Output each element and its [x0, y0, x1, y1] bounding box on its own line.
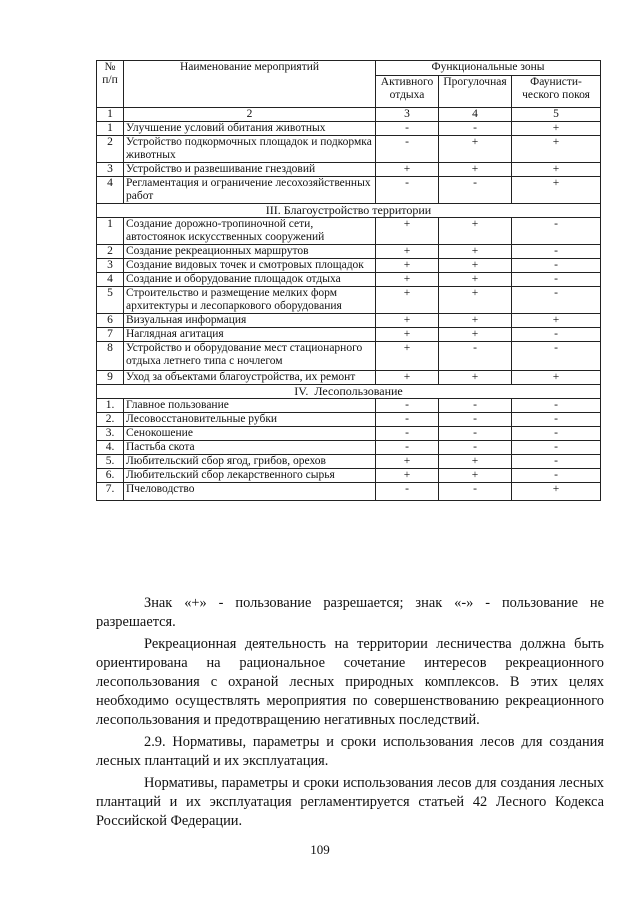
mark-fauna: -	[512, 259, 601, 273]
row-number: 4	[97, 273, 124, 287]
row-number: 1.	[97, 399, 124, 413]
row-name: Визуальная информация	[124, 314, 376, 328]
mark-walking: +	[439, 314, 512, 328]
row-name: Создание и оборудование площадок отдыха	[124, 273, 376, 287]
mark-active: +	[376, 371, 439, 385]
row-name: Устройство подкормочных площадок и подкормка животных	[124, 136, 376, 163]
row-name: Главное пользование	[124, 399, 376, 413]
mark-fauna: -	[512, 469, 601, 483]
row-name: Сенокошение	[124, 427, 376, 441]
mark-fauna: -	[512, 399, 601, 413]
col-header-zone-fauna: Фаунисти-ческого покоя	[512, 76, 601, 108]
row-number: 1	[97, 218, 124, 245]
mark-walking: +	[439, 259, 512, 273]
row-name: Лесовосстановительные рубки	[124, 413, 376, 427]
mark-walking: +	[439, 287, 512, 314]
col-number-cell: 1	[97, 108, 124, 122]
table-row	[97, 273, 601, 287]
col-header-zone-walking: Прогулочная	[439, 76, 512, 108]
row-name: Улучшение условий обитания животных	[124, 122, 376, 136]
mark-active: -	[376, 427, 439, 441]
measures-table	[96, 60, 601, 501]
mark-fauna: +	[512, 483, 601, 501]
row-name: Любительский сбор ягод, грибов, орехов	[124, 455, 376, 469]
row-name: Любительский сбор лекарственного сырья	[124, 469, 376, 483]
row-number: 6	[97, 314, 124, 328]
paragraph-recreation: Рекреационная деятельность на территории лесничества должна быть ориентирована на рациональное сочетание интересов рекреационного лесопользования с охраной лесных природных комплексов. В этих целях необходимо осуществлять мероприятия по совершенствованию рекреационного лесопользования и предотвращению негативных последствий.	[96, 636, 604, 728]
table-row	[97, 314, 601, 328]
mark-fauna: +	[512, 163, 601, 177]
mark-walking: +	[439, 218, 512, 245]
col-number-cell: 3	[376, 108, 439, 122]
col-number-cell: 4	[439, 108, 512, 122]
row-name: Устройство и оборудование мест стационарного отдыха летнего типа с ночлегом	[124, 342, 376, 371]
section-heading-improvement: III. Благоустройство территории	[97, 204, 601, 218]
section-heading-plantations: 2.9. Нормативы, параметры и сроки использования лесов для создания лесных плантаций и их эксплуатация.	[96, 734, 604, 769]
table-row	[97, 163, 601, 177]
row-number: 1	[97, 122, 124, 136]
mark-active: +	[376, 455, 439, 469]
body-text	[96, 594, 604, 831]
mark-walking: -	[439, 483, 512, 501]
table-row	[97, 455, 601, 469]
legend-note: Знак «+» - пользование разрешается; знак «-» - пользование не разрешается.	[96, 595, 604, 630]
row-name: Пастьба скота	[124, 441, 376, 455]
mark-active: -	[376, 483, 439, 501]
mark-fauna: -	[512, 273, 601, 287]
row-number: 4	[97, 177, 124, 204]
row-number: 6.	[97, 469, 124, 483]
table-row	[97, 399, 601, 413]
row-name: Наглядная агитация	[124, 328, 376, 342]
table-row	[97, 218, 601, 245]
col-header-name: Наименование мероприятий	[124, 61, 376, 108]
mark-fauna: +	[512, 314, 601, 328]
row-number: 2	[97, 136, 124, 163]
row-number: 8	[97, 342, 124, 371]
mark-walking: +	[439, 136, 512, 163]
row-name: Уход за объектами благоустройства, их ремонт	[124, 371, 376, 385]
mark-fauna: -	[512, 287, 601, 314]
row-name: Устройство и развешивание гнездовий	[124, 163, 376, 177]
mark-walking: -	[439, 413, 512, 427]
col-number-cell: 2	[124, 108, 376, 122]
mark-walking: -	[439, 342, 512, 371]
row-name: Строительство и размещение мелких форм архитектуры и лесопаркового оборудования	[124, 287, 376, 314]
table-row	[97, 483, 601, 501]
mark-active: +	[376, 218, 439, 245]
mark-active: +	[376, 245, 439, 259]
mark-walking: -	[439, 177, 512, 204]
mark-walking: +	[439, 328, 512, 342]
mark-fauna: -	[512, 218, 601, 245]
table-row	[97, 469, 601, 483]
col-number-cell: 5	[512, 108, 601, 122]
col-header-number: № п/п	[97, 61, 124, 108]
row-number: 3.	[97, 427, 124, 441]
page-number: 109	[310, 842, 330, 857]
row-number: 3	[97, 163, 124, 177]
mark-active: -	[376, 136, 439, 163]
row-name: Регламентация и ограничение лесохозяйственных работ	[124, 177, 376, 204]
mark-fauna: +	[512, 371, 601, 385]
mark-active: +	[376, 287, 439, 314]
row-name: Создание видовых точек и смотровых площадок	[124, 259, 376, 273]
mark-fauna: -	[512, 427, 601, 441]
mark-walking: +	[439, 245, 512, 259]
mark-fauna: +	[512, 177, 601, 204]
mark-active: +	[376, 328, 439, 342]
mark-walking: +	[439, 273, 512, 287]
mark-walking: +	[439, 163, 512, 177]
mark-active: -	[376, 177, 439, 204]
table-row	[97, 245, 601, 259]
table-row	[97, 342, 601, 371]
mark-walking: -	[439, 399, 512, 413]
mark-active: -	[376, 399, 439, 413]
mark-active: -	[376, 441, 439, 455]
paragraph-plantations: Нормативы, параметры и сроки использования лесов для создания лесных плантаций и их эксплуатация регламентируется статьей 42 Лесного Кодекса Российской Федерации.	[96, 775, 604, 829]
mark-walking: +	[439, 469, 512, 483]
mark-walking: -	[439, 122, 512, 136]
mark-fauna: -	[512, 455, 601, 469]
mark-walking: +	[439, 371, 512, 385]
row-name: Создание рекреационных маршрутов	[124, 245, 376, 259]
row-number: 7	[97, 328, 124, 342]
row-number: 5.	[97, 455, 124, 469]
row-number: 3	[97, 259, 124, 273]
row-number: 5	[97, 287, 124, 314]
table-row	[97, 259, 601, 273]
row-number: 2	[97, 245, 124, 259]
table-row	[97, 413, 601, 427]
mark-active: +	[376, 163, 439, 177]
table-row	[97, 371, 601, 385]
table-row	[97, 177, 601, 204]
mark-active: +	[376, 469, 439, 483]
table-row	[97, 122, 601, 136]
row-name: Пчеловодство	[124, 483, 376, 501]
mark-active: +	[376, 342, 439, 371]
mark-active: -	[376, 413, 439, 427]
col-header-zone-active: Активного отдыха	[376, 76, 439, 108]
table-row	[97, 427, 601, 441]
row-number: 4.	[97, 441, 124, 455]
mark-fauna: -	[512, 441, 601, 455]
mark-walking: -	[439, 441, 512, 455]
mark-active: -	[376, 122, 439, 136]
mark-fauna: -	[512, 328, 601, 342]
row-number: 7.	[97, 483, 124, 501]
mark-fauna: -	[512, 245, 601, 259]
mark-active: +	[376, 273, 439, 287]
table-row	[97, 136, 601, 163]
mark-fauna: -	[512, 342, 601, 371]
mark-fauna: +	[512, 122, 601, 136]
mark-walking: +	[439, 455, 512, 469]
section-heading-forest-use: IV. Лесопользование	[97, 385, 601, 399]
mark-walking: -	[439, 427, 512, 441]
row-number: 2.	[97, 413, 124, 427]
row-number: 9	[97, 371, 124, 385]
mark-active: +	[376, 314, 439, 328]
table-row	[97, 287, 601, 314]
mark-fauna: -	[512, 413, 601, 427]
mark-active: +	[376, 259, 439, 273]
table-row	[97, 328, 601, 342]
row-name: Создание дорожно-тропиночной сети, автостоянок искусственных сооружений	[124, 218, 376, 245]
col-header-zones: Функциональные зоны	[376, 61, 601, 76]
table-row	[97, 441, 601, 455]
mark-fauna: +	[512, 136, 601, 163]
